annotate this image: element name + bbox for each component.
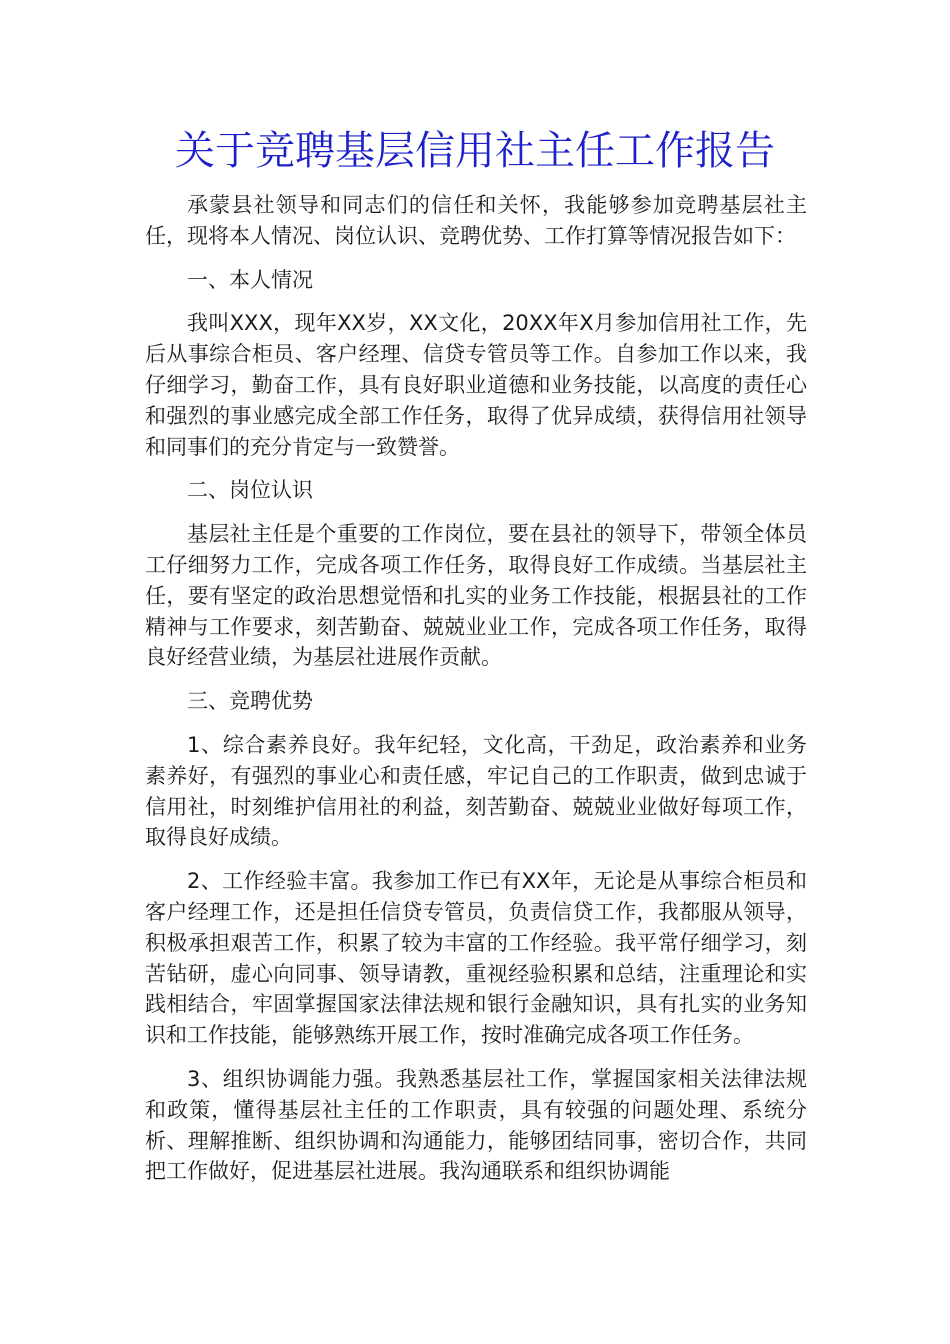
position-paragraph: 基层社主任是个重要的工作岗位，要在县社的领导下，带领全体员工仔细努力工作，完成各项工作任务，取得良好工作成绩。当基层社主任，要有坚定的政治思想觉悟和扎实的业务工作技能，根据县社的工作精神与工作要求，刻苦勤奋、兢兢业业工作，完成各项工作任务，取得良好经营业绩，为基层社进展作贡献。	[145, 522, 807, 670]
personal-paragraph: 我叫XXX，现年XX岁，XX文化，20XX年X月参加信用社工作，先后从事综合柜员、客户经理、信贷专管员等工作。自参加工作以来，我仔细学习，勤奋工作，具有良好职业道德和业务技能，以高度的责任心和强烈的事业感完成全部工作任务，取得了优异成绩，获得信用社领导和同事们的充分肯定与一致赞誉。	[145, 311, 807, 459]
advantage-paragraph-2: 2、工作经验丰富。我参加工作已有XX年，无论是从事综合柜员和客户经理工作，还是担任信贷专管员，负责信贷工作，我都服从领导，积极承担艰苦工作，积累了较为丰富的工作经验。我平常仔细学习，刻苦钻研，虚心向同事、领导请教，重视经验积累和总结，注重理论和实践相结合，牢固掌握国家法律法规和银行金融知识，具有扎实的业务知识和工作技能，能够熟练开展工作，按时准确完成各项工作任务。	[145, 869, 807, 1048]
document-title: 关于竞聘基层信用社主任工作报告	[175, 128, 775, 174]
intro-paragraph: 承蒙县社领导和同志们的信任和关怀，我能够参加竞聘基层社主任，现将本人情况、岗位认识、竞聘优势、工作打算等情况报告如下：	[145, 193, 807, 248]
section-heading-position: 二、岗位认识	[187, 478, 313, 503]
section-heading-advantages: 三、竞聘优势	[187, 689, 313, 714]
advantage-paragraph-1: 1、综合素养良好。我年纪轻，文化高，干劲足，政治素养和业务素养好，有强烈的事业心和责任感，牢记自己的工作职责，做到忠诚于信用社，时刻维护信用社的利益，刻苦勤奋、兢兢业业做好每项工作，取得良好成绩。	[145, 732, 807, 850]
section-heading-personal: 一、本人情况	[187, 267, 313, 292]
advantage-paragraph-3: 3、组织协调能力强。我熟悉基层社工作，掌握国家相关法律法规和政策，懂得基层社主任的工作职责，具有较强的问题处理、系统分析、理解推断、组织协调和沟通能力，能够团结同事，密切合作，共同把工作做好，促进基层社进展。我沟通联系和组织协调能	[145, 1066, 807, 1184]
document-body	[145, 190, 807, 1200]
